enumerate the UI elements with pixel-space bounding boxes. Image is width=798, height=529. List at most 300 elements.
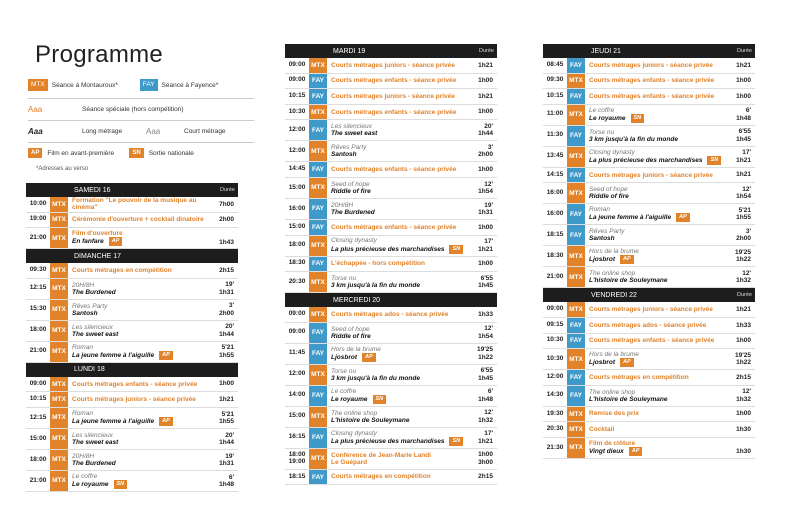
time-value: 21:00: [546, 272, 564, 280]
time-value: 10:00: [29, 199, 47, 207]
feature-title-text: Santosh: [72, 309, 98, 317]
short-sample: Aaa: [146, 126, 161, 136]
duration-value: 1h00: [736, 337, 751, 345]
release-tag: AP: [676, 213, 690, 222]
screening-time: [26, 213, 50, 228]
duration-long: 1h45: [736, 135, 751, 143]
event-cell: [585, 438, 727, 458]
venue-badge: MTX: [567, 349, 585, 369]
venue-badge: MTX: [309, 449, 327, 469]
screening-time: [26, 377, 50, 392]
schedule-row: [26, 213, 238, 229]
screening-time: [26, 263, 50, 278]
duration-short: 20': [484, 122, 493, 130]
screening-time: [285, 120, 309, 140]
short-film-title: Rêves Party: [589, 228, 625, 236]
duration-short: 12': [742, 269, 751, 277]
screening-time: [543, 168, 567, 183]
schedule-row: [543, 105, 755, 126]
event-title: Courts métrages en compétition: [72, 266, 172, 274]
event-cell: [68, 429, 210, 449]
venue-badge: MTX: [309, 236, 327, 256]
event-cell: [585, 302, 727, 317]
schedule-row: [285, 272, 497, 293]
special-sample: Aaa: [28, 105, 43, 114]
screening-time: [285, 449, 309, 469]
column-3: [543, 44, 755, 459]
feature-film-title: [331, 282, 465, 289]
short-film-title: Les silencieux: [331, 123, 372, 131]
feature-title-text: La plus précieuse des marchandises: [331, 245, 445, 253]
duration-cell: [210, 471, 238, 491]
schedule-row: [26, 197, 238, 213]
time-value: 12:00: [546, 373, 564, 381]
schedule-row: [285, 386, 497, 407]
duration-cell: [727, 407, 755, 422]
event-title-2: Le Guépard: [331, 458, 368, 466]
duration-long: 3h00: [478, 458, 493, 466]
time-value: 16:00: [546, 188, 564, 196]
duration-cell: [210, 228, 238, 248]
venue-badge: FAY: [309, 74, 327, 89]
short-film-title: Torse nu: [331, 275, 357, 283]
schedule-row: [26, 300, 238, 321]
release-tag: AP: [620, 255, 634, 264]
long-sample: Aaa: [28, 126, 43, 136]
release-tag: SN: [114, 480, 128, 489]
venue-badge: MTX: [309, 58, 327, 73]
feature-title-text: Ljosbrot: [331, 353, 357, 361]
screening-time: [285, 307, 309, 322]
duration-cell: [727, 105, 755, 125]
event-cell: [68, 228, 210, 248]
time-value: 10:15: [546, 92, 564, 100]
short-film-title: Le coffre: [331, 387, 357, 395]
day-name: LUNDI 18: [74, 366, 105, 374]
time-value: 12:00: [288, 125, 306, 133]
feature-film-title: [331, 245, 465, 254]
feature-title-text: Riddle of fire: [589, 193, 629, 201]
duration-short: 17': [742, 149, 751, 157]
venue-badge: FAY: [309, 257, 327, 272]
time-second: 19:00: [288, 457, 306, 465]
release-tag: AP: [109, 237, 123, 246]
venue-badge: MTX: [309, 178, 327, 198]
feature-title-text: Riddle of fire: [331, 187, 371, 195]
screening-time: [543, 246, 567, 266]
short-text: Court métrage: [184, 127, 226, 135]
duration-long: 1h21: [478, 245, 493, 253]
time-value: 11:00: [546, 110, 564, 118]
special-text: Séance spéciale (hors compétition): [82, 106, 184, 113]
schedule-row: [26, 228, 238, 249]
schedule-row: [26, 342, 238, 363]
duration-value: 7h00: [219, 200, 234, 208]
schedule-row: [285, 58, 497, 74]
duration-value: 1h00: [478, 260, 493, 268]
feature-film-title: [331, 130, 465, 137]
venue-badge: FAY: [567, 386, 585, 406]
schedule-row: [543, 74, 755, 90]
time-value: 20:30: [288, 277, 306, 285]
event-cell: [68, 408, 210, 428]
screening-time: [543, 370, 567, 385]
event-cell: [327, 89, 469, 104]
duration-cell: [469, 178, 497, 198]
schedule-row: [543, 183, 755, 204]
time-start: 18:00: [288, 450, 306, 458]
screening-time: [285, 344, 309, 364]
duration-cell: [727, 89, 755, 104]
duration-value: 2h00: [219, 216, 234, 224]
schedule-row: [26, 450, 238, 471]
event-cell: [585, 246, 727, 266]
duration-short: 6'55: [480, 274, 493, 282]
time-value: 21:00: [29, 476, 47, 484]
schedule-row: [285, 428, 497, 449]
event-cell: [585, 89, 727, 104]
duration-cell: [727, 204, 755, 224]
venue-badge: FAY: [567, 334, 585, 349]
time-value: 09:15: [546, 320, 564, 328]
duration-long: 2h00: [219, 309, 234, 317]
duration-value: 2h15: [736, 373, 751, 381]
event-cell: [68, 471, 210, 491]
time-value: 12:15: [29, 413, 47, 421]
time-value: 09:00: [288, 60, 306, 68]
footnote: *Adresses au verso: [36, 166, 89, 172]
feature-title-text: Santosh: [589, 235, 615, 243]
duration-short: 12': [484, 180, 493, 188]
duration-cell: [210, 213, 238, 228]
schedule-row: [285, 178, 497, 199]
duration-long: 1h54: [478, 187, 493, 195]
schedule-row: [285, 120, 497, 141]
duration-short: 6'55: [480, 367, 493, 375]
venue-badge: MTX: [567, 183, 585, 203]
screening-time: [26, 342, 50, 362]
schedule-row: [543, 89, 755, 105]
schedule-row: [285, 162, 497, 178]
duration-long: 1h55: [736, 214, 751, 222]
venue-badge: MTX: [567, 246, 585, 266]
event-title: Courts métrages juniors - séance privée: [331, 61, 455, 69]
venue-badge: MTX: [50, 321, 68, 341]
venue-badge: MTX: [50, 471, 68, 491]
day-header: [543, 44, 755, 58]
duration-cell: [469, 236, 497, 256]
time-value: 21:30: [546, 443, 564, 451]
column-1: [26, 183, 238, 492]
venue-badge: MTX: [50, 228, 68, 248]
event-title: Courts métrages en compétition: [331, 473, 431, 481]
duration-cell: [469, 470, 497, 485]
short-film-title: Torse nu: [589, 128, 615, 136]
time-value: 10:30: [288, 107, 306, 115]
venue-badge: MTX: [50, 429, 68, 449]
duration-cell: [727, 422, 755, 437]
time-value: 15:30: [29, 305, 47, 313]
event-cell: [327, 74, 469, 89]
feature-film-title: [72, 417, 206, 426]
screening-time: [543, 204, 567, 224]
duration-short: 19': [484, 201, 493, 209]
duration-short: 19': [225, 281, 234, 289]
screening-time: [26, 300, 50, 320]
feature-film-title: [72, 310, 206, 317]
schedule-row: [285, 407, 497, 428]
duration-value: 1h21: [478, 92, 493, 100]
duration-cell: [469, 272, 497, 292]
duration-cell: [210, 429, 238, 449]
schedule-row: [285, 365, 497, 386]
duration-value: 1h00: [478, 223, 493, 231]
schedule-row: [26, 471, 238, 492]
time-value: 18:00: [288, 241, 306, 249]
feature-title-text: La plus précieuse des marchandises: [331, 437, 445, 445]
feature-film-title: [331, 151, 465, 158]
duration-long: 1h54: [478, 332, 493, 340]
duration-header: Durée: [737, 292, 752, 299]
schedule-row: [543, 267, 755, 288]
screening-time: [285, 74, 309, 89]
feature-film-title: [331, 353, 465, 362]
release-tag: SN: [449, 437, 463, 446]
schedule-row: [285, 449, 497, 470]
screening-time: [285, 89, 309, 104]
duration-value: 1h30: [736, 425, 751, 433]
time-value: 10:30: [546, 354, 564, 362]
schedule-row: [26, 408, 238, 429]
short-film-title: Seed of hope: [331, 180, 370, 188]
event-title: Conférence de Jean-Marie Landi: [331, 451, 432, 459]
event-cell: [68, 392, 210, 407]
schedule-row: [285, 220, 497, 236]
event-title: Courts métrages enfants - séance privée: [589, 337, 715, 345]
screening-time: [543, 438, 567, 458]
duration-short: 20': [225, 323, 234, 331]
venue-badge: MTX: [309, 105, 327, 120]
duration-short: 6': [228, 473, 234, 481]
event-cell: [585, 58, 727, 73]
event-cell: [327, 236, 469, 256]
screening-time: [285, 199, 309, 219]
event-cell: [327, 365, 469, 385]
event-cell: [327, 162, 469, 177]
event-title: Courts métrages juniors - séance privée: [331, 92, 455, 100]
short-film-title: Roman: [72, 343, 93, 351]
venue-badge: MTX: [50, 300, 68, 320]
venue-badge: FAY: [567, 204, 585, 224]
day-name: DIMANCHE 17: [74, 252, 122, 260]
venue-badge: MTX: [50, 342, 68, 362]
sn-tag: SN: [129, 148, 143, 158]
event-title: Courts métrages en compétition: [589, 373, 689, 381]
duration-short: 3': [745, 227, 751, 235]
time-value: 13:45: [546, 152, 564, 160]
release-tag: SN: [373, 395, 387, 404]
duration-long: 1h31: [478, 208, 493, 216]
venue-badge: FAY: [309, 162, 327, 177]
screening-time: [26, 471, 50, 491]
event-title: Courts métrages ados - séance privée: [331, 310, 449, 318]
duration-cell: [210, 263, 238, 278]
feature-film-title: [72, 331, 206, 338]
event-cell: [327, 272, 469, 292]
event-cell: [327, 199, 469, 219]
feature-title-text: L'histoire de Souleymane: [331, 416, 410, 424]
schedule-row: [543, 126, 755, 147]
release-tag: SN: [631, 114, 645, 123]
schedule-row: [543, 302, 755, 318]
release-tag: AP: [620, 358, 634, 367]
duration-cell: [469, 428, 497, 448]
screening-time: [285, 470, 309, 485]
schedule-row: [285, 257, 497, 273]
legend-special: [28, 98, 254, 116]
time-value: 18:00: [29, 455, 47, 463]
day-name: MERCREDI 20: [333, 296, 381, 304]
event-cell: [585, 370, 727, 385]
duration-long: 2h00: [736, 235, 751, 243]
duration-long: 1h21: [736, 156, 751, 164]
event-cell: [327, 105, 469, 120]
duration-cell: [469, 162, 497, 177]
duration-short: 12': [484, 409, 493, 417]
duration-long: 1h48: [478, 395, 493, 403]
event-cell: [585, 204, 727, 224]
duration-value: 1h21: [736, 171, 751, 179]
schedule-row: [543, 370, 755, 386]
duration-cell: [727, 168, 755, 183]
event-cell: [68, 263, 210, 278]
screening-time: [26, 321, 50, 341]
feature-title-text: The Burdened: [72, 288, 116, 296]
duration-value: 1h00: [736, 92, 751, 100]
duration-value: 1h00: [219, 380, 234, 388]
feature-title-text: Le royaume: [331, 395, 368, 403]
ap-text: Film en avant-première: [47, 149, 115, 157]
screening-time: [543, 105, 567, 125]
release-tag: AP: [159, 351, 173, 360]
short-film-title: 20H/8H: [72, 281, 95, 289]
screening-time: [285, 178, 309, 198]
duration-long: 1h55: [219, 351, 234, 359]
day-name: MARDI 19: [333, 47, 366, 55]
duration-cell: [210, 342, 238, 362]
time-value: 18:30: [288, 259, 306, 267]
duration-long: 1h48: [736, 114, 751, 122]
screening-time: [285, 428, 309, 448]
schedule-row: [543, 349, 755, 370]
duration-header: Durée: [220, 187, 235, 193]
event-title: Cérémonie d'ouverture + cocktail dinatoire: [72, 216, 204, 224]
event-title: Film de clôture: [589, 439, 636, 447]
duration-value: 1h00: [478, 77, 493, 85]
page-title: Programme: [35, 41, 164, 68]
screening-time: [285, 407, 309, 427]
time-value: 15:00: [288, 412, 306, 420]
duration-cell: [469, 323, 497, 343]
event-cell: [585, 126, 727, 146]
release-tag: AP: [159, 417, 173, 426]
screening-time: [543, 334, 567, 349]
mtx-text: Séance à Montauroux*: [51, 81, 118, 89]
venue-badge: FAY: [309, 120, 327, 140]
screening-time: [285, 236, 309, 256]
venue-badge: MTX: [50, 213, 68, 228]
duration-value: 1h33: [736, 321, 751, 329]
feature-title-text: L'histoire de Souleymane: [589, 395, 668, 403]
duration-cell: [469, 365, 497, 385]
time-value: 11:45: [288, 349, 306, 357]
duration-cell: [210, 279, 238, 299]
feature-film-title: [331, 209, 465, 216]
screening-time: [543, 126, 567, 146]
duration-long: 1h32: [478, 416, 493, 424]
event-title: Courts métrages enfants - séance privée: [589, 92, 715, 100]
duration-short: 3': [228, 302, 234, 310]
duration-short: 6': [487, 388, 493, 396]
duration-short: 5'21: [221, 344, 234, 352]
event-title: Courts métrages enfants - séance privée: [331, 223, 457, 231]
legend: [28, 40, 254, 172]
duration-cell: [469, 386, 497, 406]
venue-badge: FAY: [567, 318, 585, 333]
day-header: [285, 44, 497, 58]
feature-title-text: Ljosbrot: [589, 256, 615, 264]
event-cell: [585, 267, 727, 287]
event-cell: [327, 307, 469, 322]
release-tag: SN: [449, 245, 463, 254]
short-film-title: Hors de la brume: [589, 248, 639, 256]
event-cell: [585, 183, 727, 203]
schedule-row: [543, 386, 755, 407]
venue-badge: FAY: [567, 126, 585, 146]
duration-cell: [727, 58, 755, 73]
event-cell: [68, 321, 210, 341]
screening-time: [26, 450, 50, 470]
feature-film-title: [331, 417, 465, 424]
schedule-row: [26, 429, 238, 450]
venue-badge: MTX: [309, 272, 327, 292]
event-cell: [68, 342, 210, 362]
duration-value: 1h43: [219, 238, 234, 246]
event-cell: [585, 422, 727, 437]
short-film-title: The online shop: [589, 388, 636, 396]
venue-badge: FAY: [567, 58, 585, 73]
fay-badge: FAY: [140, 79, 158, 91]
screening-time: [26, 429, 50, 449]
schedule-row: [285, 89, 497, 105]
event-cell: [585, 74, 727, 89]
duration-short: 6'55: [738, 128, 751, 136]
event-cell: [327, 178, 469, 198]
screening-time: [543, 183, 567, 203]
time-value: 18:15: [288, 472, 306, 480]
short-film-title: 20H/8H: [331, 201, 354, 209]
day-name: SAMEDI 16: [74, 186, 111, 194]
time-value: 12:00: [288, 370, 306, 378]
screening-time: [285, 365, 309, 385]
duration-cell: [469, 89, 497, 104]
legend-tags: [28, 142, 254, 160]
event-cell: [327, 428, 469, 448]
duration-cell: [469, 199, 497, 219]
feature-title-text: The sweet east: [72, 330, 119, 338]
time-value: 16:00: [546, 209, 564, 217]
short-film-title: Les silencieux: [72, 323, 113, 331]
